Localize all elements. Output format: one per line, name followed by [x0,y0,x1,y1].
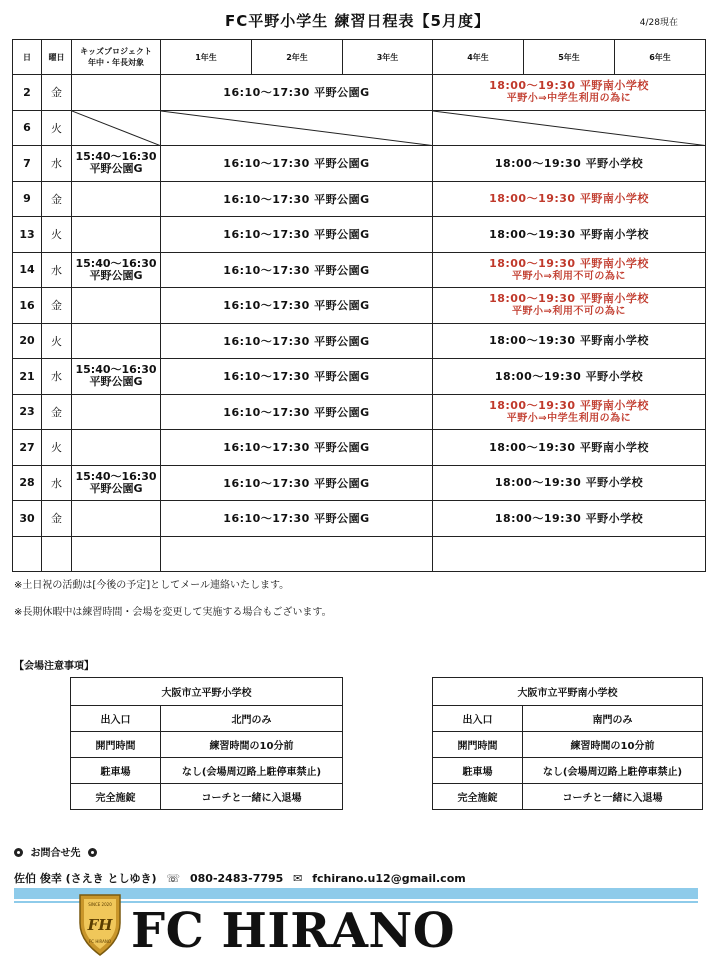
venue-value: 練習時間の10分前 [161,732,343,758]
kids-time: 15:40〜16:30 [75,256,157,270]
row-day: 14 [13,252,42,288]
header-grade-2: 2年生 [252,40,343,75]
mail-icon: ✉ [293,872,303,885]
row-lower-grades: 16:10〜17:30 平野公園G [161,217,433,253]
row-weekday: 金 [42,394,72,430]
header-row [13,40,706,75]
row-weekday: 火 [42,323,72,359]
row-lower-grades: 16:10〜17:30 平野公園G [161,252,433,288]
row-lower-grades: 16:10〜17:30 平野公園G [161,146,433,182]
upper-time: 18:00〜19:30 平野南小学校 [489,79,649,93]
venue-label: 出入口 [433,706,523,732]
venue-title: 大阪市立平野小学校 [71,678,343,706]
row-lower-grades: 16:10〜17:30 平野公園G [161,394,433,430]
schedule-row [13,465,706,501]
kids-place: 平野公園G [89,375,143,389]
row-weekday: 金 [42,288,72,324]
row-upper-grades [433,252,706,288]
row-upper-none [433,110,706,146]
upper-reason: 平野小⇒中学生利用の為に [506,93,632,105]
row-kids-none [72,110,161,146]
row-day: 6 [13,110,42,146]
note-weekend: ※土日祝の活動は[今後の予定]としてメール連絡いたします。 [14,580,290,591]
soccer-ball-icon [14,848,23,857]
schedule-row [13,536,706,572]
kids-time: 15:40〜16:30 [75,363,157,377]
header-grade-6: 6年生 [615,40,706,75]
row-lower-grades: 16:10〜17:30 平野公園G [161,501,433,537]
venue-value: 練習時間の10分前 [523,732,703,758]
schedule-row [13,430,706,466]
row-lower-grades [161,536,433,572]
row-upper-grades [433,465,706,501]
header-kids-line1: キッズプロジェクト [80,47,152,56]
contact-phone[interactable]: 080-2483-7795 [190,872,284,885]
schedule-row [13,181,706,217]
contact-line [14,870,472,886]
venue-label: 開門時間 [71,732,161,758]
venue-label: 完全施錠 [433,784,523,810]
upper-time: 18:00〜19:30 平野南小学校 [489,292,649,306]
row-upper-grades [433,323,706,359]
row-day: 28 [13,465,42,501]
row-lower-grades: 16:10〜17:30 平野公園G [161,288,433,324]
row-day: 30 [13,501,42,537]
upper-reason: 平野小⇒利用不可の為に [512,270,626,282]
venue-label: 開門時間 [433,732,523,758]
row-lower-grades: 16:10〜17:30 平野公園G [161,465,433,501]
schedule-row [13,288,706,324]
row-upper-grades [433,430,706,466]
upper-time: 18:00〜19:30 平野南小学校 [489,440,649,454]
upper-time: 18:00〜19:30 平野南小学校 [489,192,649,206]
kids-place: 平野公園G [89,268,143,282]
row-upper-grades [433,146,706,182]
row-weekday: 金 [42,75,72,111]
row-day: 23 [13,394,42,430]
kids-place: 平野公園G [89,162,143,176]
header-grade-3: 3年生 [343,40,433,75]
soccer-ball-icon [88,848,97,857]
row-lower-grades: 16:10〜17:30 平野公園G [161,75,433,111]
upper-time: 18:00〜19:30 平野南小学校 [489,256,649,270]
venue-value: 南門のみ [523,706,703,732]
row-day: 16 [13,288,42,324]
venue-heading: 【会場注意事項】 [14,661,94,672]
row-upper-grades [433,217,706,253]
row-kids [72,536,161,572]
phone-icon: ☏ [166,872,181,885]
row-lower-none [161,110,433,146]
row-weekday: 水 [42,146,72,182]
upper-time: 18:00〜19:30 平野小学校 [494,369,644,383]
kids-time: 15:40〜16:30 [75,150,157,164]
row-kids [72,181,161,217]
venue-value: 北門のみ [161,706,343,732]
note-holidays: ※長期休暇中は練習時間・会場を変更して実施する場合もございます。 [14,607,332,618]
row-kids [72,146,161,182]
row-weekday: 金 [42,501,72,537]
row-weekday [42,536,72,572]
row-upper-grades [433,288,706,324]
contact-name: 佐伯 俊幸 (さえき としゆき) [14,872,157,885]
header-grade-4: 4年生 [433,40,524,75]
row-kids [72,501,161,537]
venue-label: 出入口 [71,706,161,732]
venue-label: 駐車場 [71,758,161,784]
upper-time: 18:00〜19:30 平野南小学校 [489,398,649,412]
venue-value: なし(会場周辺路上駐停車禁止) [161,758,343,784]
row-day: 27 [13,430,42,466]
upper-time: 18:00〜19:30 平野小学校 [494,476,644,490]
row-kids [72,465,161,501]
upper-reason: 平野小⇒中学生利用の為に [506,412,632,424]
row-upper-grades [433,75,706,111]
row-lower-grades: 16:10〜17:30 平野公園G [161,181,433,217]
schedule-row [13,501,706,537]
schedule-table [12,39,706,572]
row-upper-grades [433,181,706,217]
row-kids [72,252,161,288]
row-weekday: 金 [42,181,72,217]
header-kids-line2: 年中・年長対象 [88,58,144,67]
venue-value: コーチと一緒に入退場 [523,784,703,810]
crest-monogram: FH [87,916,113,934]
contact-heading-row [14,844,97,859]
crest-ribbon-text: FC HIRANO [88,939,112,944]
schedule-row [13,359,706,395]
row-weekday: 火 [42,110,72,146]
venue-value: なし(会場周辺路上駐停車禁止) [523,758,703,784]
row-day: 20 [13,323,42,359]
row-kids [72,359,161,395]
upper-time: 18:00〜19:30 平野小学校 [494,156,644,170]
header-grade-5: 5年生 [524,40,615,75]
row-lower-grades: 16:10〜17:30 平野公園G [161,359,433,395]
venue-table-hirano-minami [432,677,703,810]
upper-time: 18:00〜19:30 平野南小学校 [489,334,649,348]
header-kids [72,40,161,75]
header-weekday: 曜日 [42,40,72,75]
row-kids [72,430,161,466]
row-day: 2 [13,75,42,111]
row-kids [72,75,161,111]
row-upper-grades [433,394,706,430]
header-grade-1: 1年生 [161,40,252,75]
row-weekday: 水 [42,252,72,288]
schedule-row [13,394,706,430]
row-day: 21 [13,359,42,395]
row-weekday: 水 [42,359,72,395]
contact-heading: お問合せ先 [30,848,81,859]
venue-value: コーチと一緒に入退場 [161,784,343,810]
row-kids [72,323,161,359]
schedule-row [13,217,706,253]
schedule-row [13,75,706,111]
row-day: 7 [13,146,42,182]
page-title: FC平野小学生 練習日程表【5月度】 [225,12,490,30]
schedule-row [13,110,706,146]
schedule-row [13,146,706,182]
row-day [13,536,42,572]
upper-time: 18:00〜19:30 平野小学校 [494,511,644,525]
header-day: 日 [13,40,42,75]
upper-time: 18:00〜19:30 平野南小学校 [489,227,649,241]
kids-time: 15:40〜16:30 [75,469,157,483]
venue-title: 大阪市立平野南小学校 [433,678,703,706]
kids-place: 平野公園G [89,481,143,495]
venue-label: 完全施錠 [71,784,161,810]
brand-wordmark: FC HIRANO [131,903,456,959]
crest-since-text: SINCE 2020 [88,902,112,907]
schedule-row [13,323,706,359]
row-lower-grades: 16:10〜17:30 平野公園G [161,430,433,466]
venue-label: 駐車場 [433,758,523,784]
row-kids [72,217,161,253]
row-day: 9 [13,181,42,217]
row-weekday: 火 [42,217,72,253]
schedule-row [13,252,706,288]
venue-table-hirano [70,677,343,810]
row-kids [72,288,161,324]
row-upper-grades [433,501,706,537]
row-weekday: 水 [42,465,72,501]
row-day: 13 [13,217,42,253]
as-of-date: 4/28現在 [639,18,678,28]
row-upper-grades [433,359,706,395]
upper-reason: 平野小⇒利用不可の為に [512,306,626,318]
row-lower-grades: 16:10〜17:30 平野公園G [161,323,433,359]
row-kids [72,394,161,430]
row-weekday: 火 [42,430,72,466]
club-crest-logo [76,893,124,957]
contact-email[interactable]: fchirano.u12@gmail.com [312,872,466,885]
row-upper-grades [433,536,706,572]
